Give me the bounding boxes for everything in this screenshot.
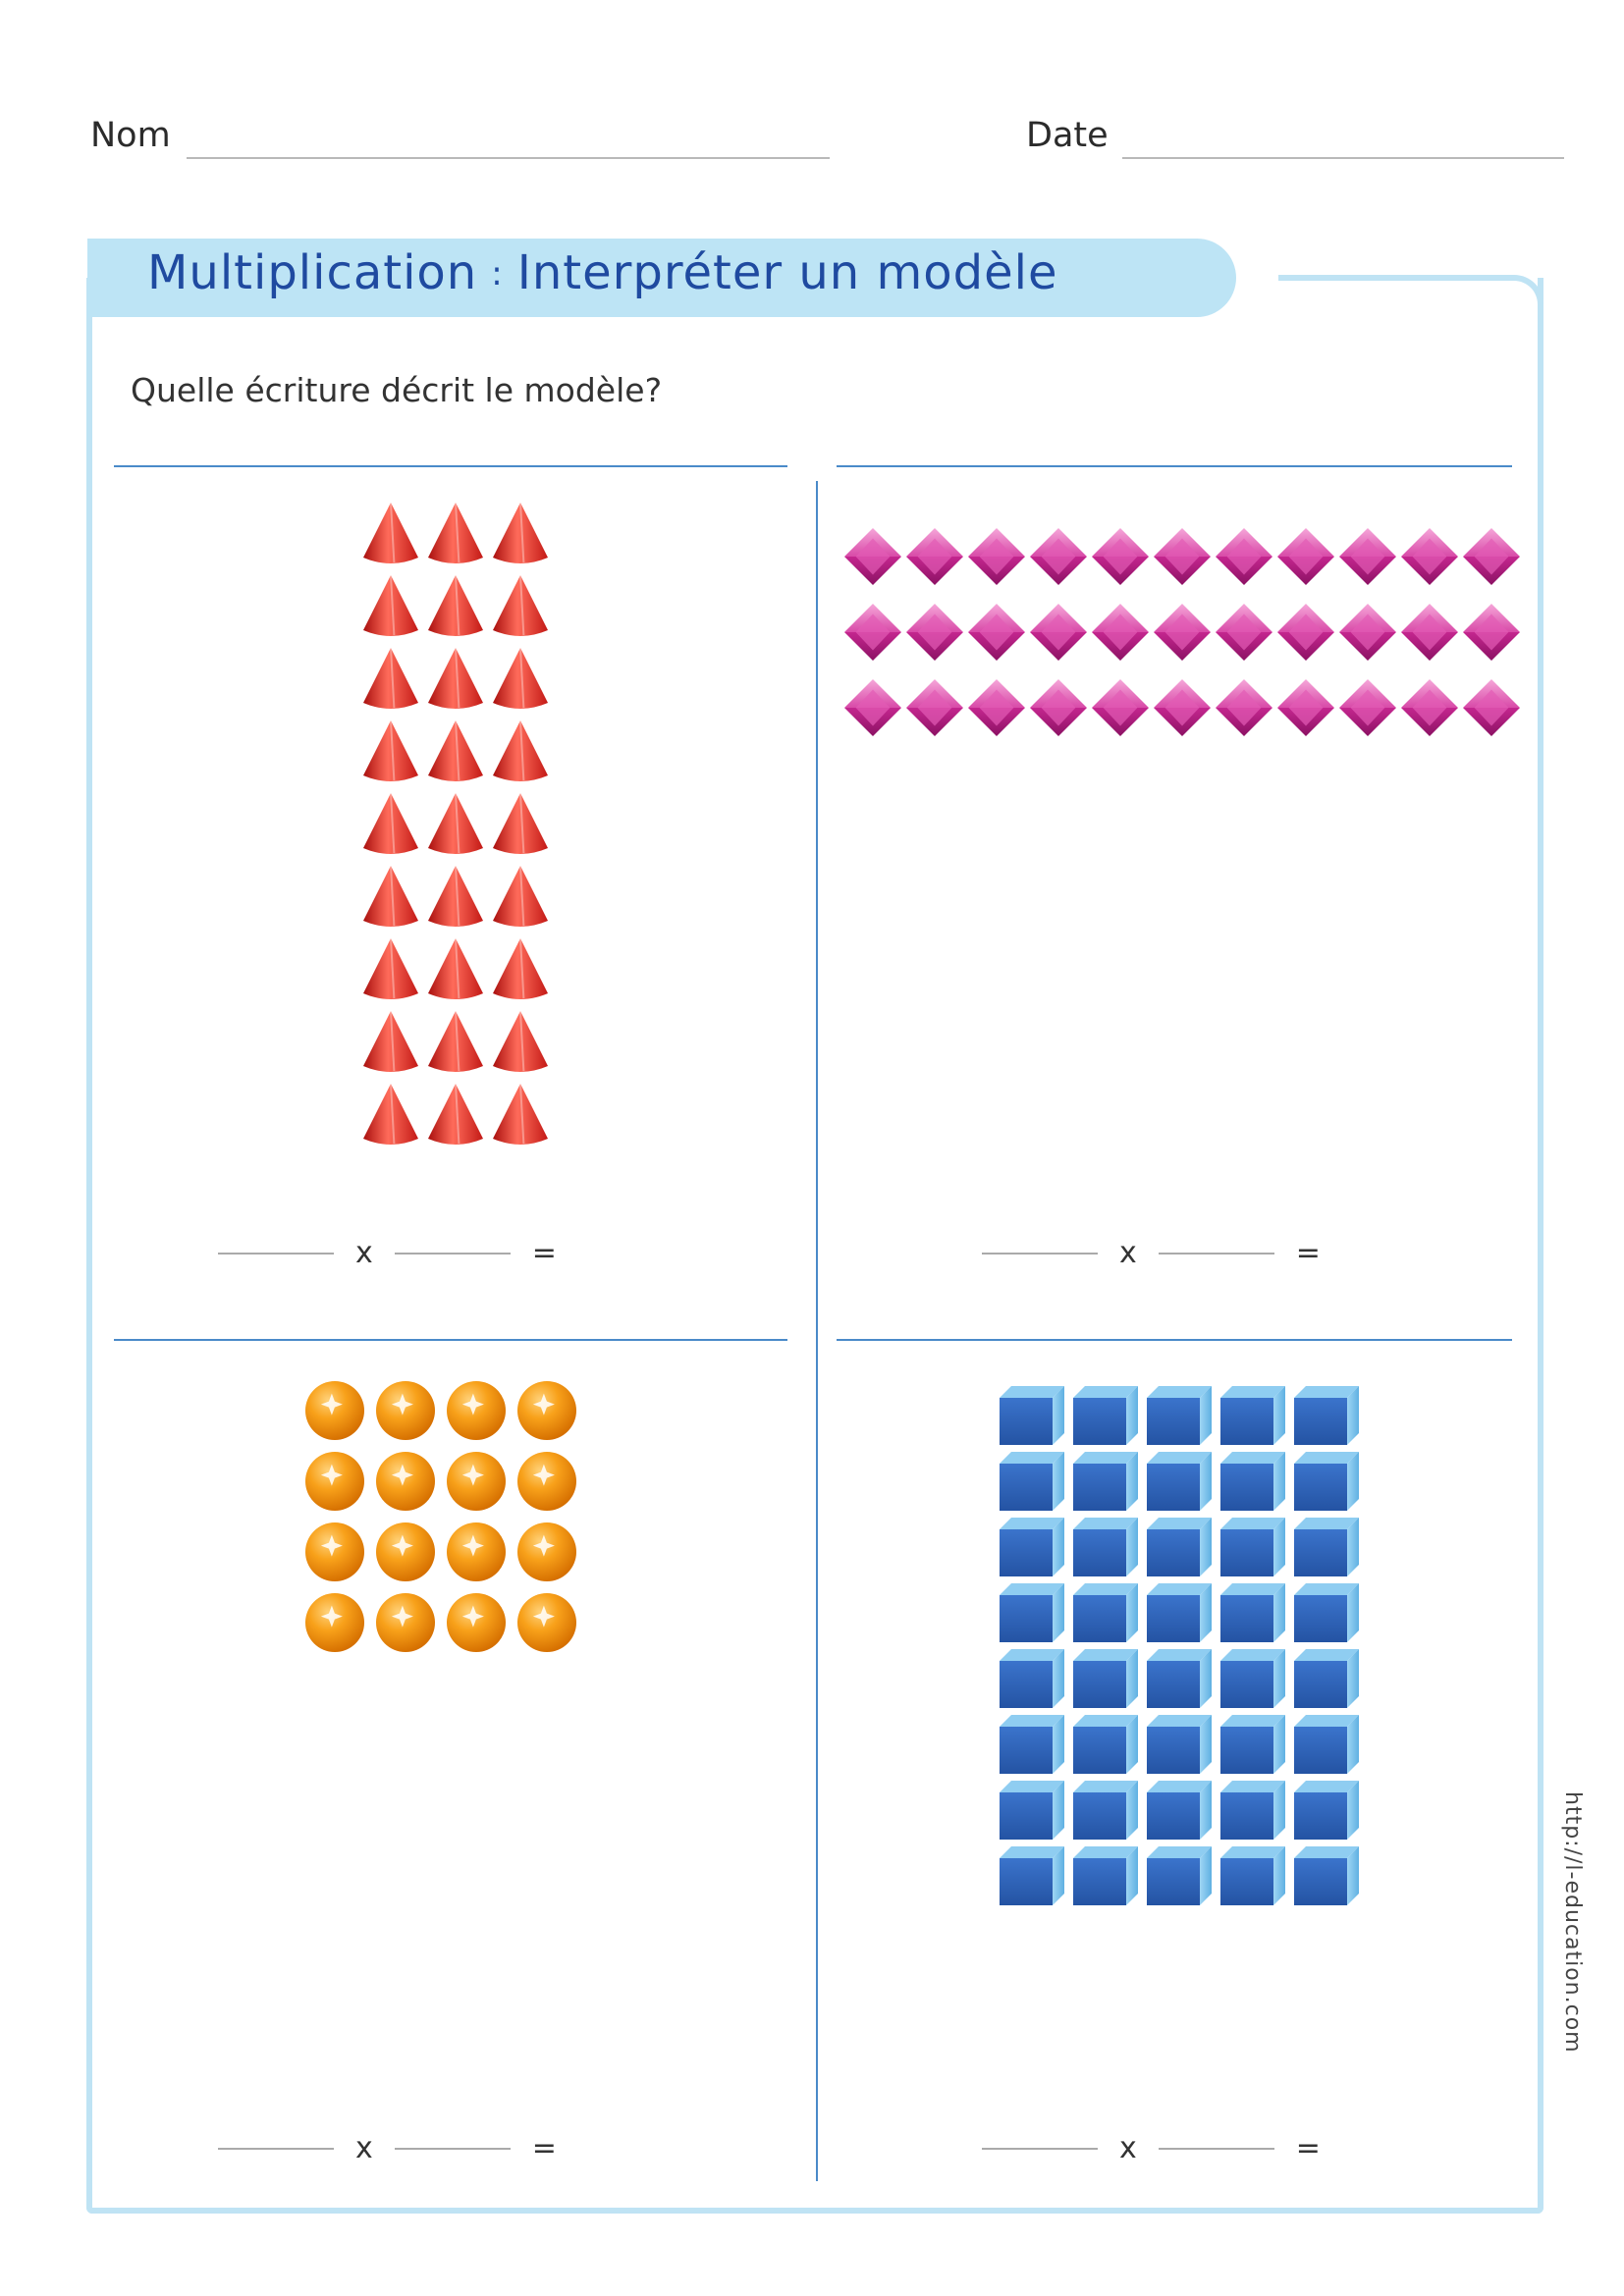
equation-spheres bbox=[218, 2130, 578, 2165]
sphere-item bbox=[517, 1452, 576, 1511]
sphere-item bbox=[517, 1593, 576, 1652]
diamond-item bbox=[1463, 604, 1520, 661]
diamond-item bbox=[968, 604, 1025, 661]
divider-mid-left bbox=[114, 1339, 787, 1341]
cone-item bbox=[363, 1011, 418, 1072]
cube-item bbox=[1073, 1583, 1138, 1642]
factor-blank[interactable] bbox=[1159, 1252, 1274, 1255]
cube-item bbox=[1147, 1452, 1212, 1511]
title-subject: Multiplication bbox=[147, 245, 478, 300]
name-label: Nom bbox=[90, 116, 171, 155]
cone-item bbox=[493, 575, 548, 636]
cube-item bbox=[1147, 1715, 1212, 1774]
cone-item bbox=[363, 648, 418, 709]
question-text: Quelle écriture décrit le modèle? bbox=[131, 371, 663, 409]
times-sign: x bbox=[1119, 1236, 1137, 1270]
diamond-model bbox=[844, 528, 1512, 754]
divider-top-right bbox=[837, 465, 1512, 467]
cube-item bbox=[1147, 1649, 1212, 1708]
diamond-item bbox=[1216, 604, 1272, 661]
cube-item bbox=[1073, 1649, 1138, 1708]
cube-item bbox=[1000, 1583, 1064, 1642]
factor-blank[interactable] bbox=[218, 2147, 334, 2150]
diamond-item bbox=[1277, 604, 1334, 661]
sphere-item bbox=[376, 1381, 435, 1440]
sphere-item bbox=[305, 1452, 364, 1511]
cube-item bbox=[1073, 1518, 1138, 1576]
sphere-item bbox=[376, 1522, 435, 1581]
factor-blank[interactable] bbox=[982, 1252, 1098, 1255]
divider-vertical bbox=[816, 481, 818, 2181]
name-field[interactable] bbox=[187, 157, 830, 159]
cube-item bbox=[1000, 1781, 1064, 1840]
cone-item bbox=[493, 721, 548, 781]
cube-item bbox=[1073, 1386, 1138, 1445]
equals-sign: = bbox=[1295, 1236, 1321, 1270]
factor-blank[interactable] bbox=[395, 1252, 511, 1255]
diamond-item bbox=[1216, 679, 1272, 736]
cone-item bbox=[428, 1084, 483, 1145]
diamond-item bbox=[1216, 528, 1272, 585]
diamond-item bbox=[968, 679, 1025, 736]
cube-item bbox=[1147, 1846, 1212, 1905]
diamond-item bbox=[1277, 679, 1334, 736]
diamond-item bbox=[1463, 679, 1520, 736]
equals-sign: = bbox=[1295, 2131, 1321, 2165]
cube-item bbox=[1294, 1715, 1359, 1774]
equals-sign: = bbox=[531, 1236, 557, 1270]
diamond-item bbox=[1030, 528, 1087, 585]
cube-item bbox=[1000, 1518, 1064, 1576]
date-field[interactable] bbox=[1122, 157, 1564, 159]
cube-item bbox=[1294, 1518, 1359, 1576]
sphere-item bbox=[305, 1593, 364, 1652]
sphere-item bbox=[517, 1522, 576, 1581]
diamond-item bbox=[844, 604, 901, 661]
diamond-item bbox=[1030, 604, 1087, 661]
cube-item bbox=[1220, 1452, 1285, 1511]
sphere-item bbox=[517, 1381, 576, 1440]
cube-item bbox=[1294, 1452, 1359, 1511]
diamond-item bbox=[1277, 528, 1334, 585]
cube-item bbox=[1294, 1846, 1359, 1905]
equation-cones bbox=[218, 1235, 578, 1270]
factor-blank[interactable] bbox=[395, 2147, 511, 2150]
cube-item bbox=[1147, 1583, 1212, 1642]
cone-model bbox=[363, 503, 560, 1150]
diamond-item bbox=[1092, 528, 1149, 585]
cone-item bbox=[363, 793, 418, 854]
diamond-item bbox=[1401, 679, 1458, 736]
cube-item bbox=[1220, 1649, 1285, 1708]
diamond-item bbox=[1092, 604, 1149, 661]
sphere-item bbox=[305, 1381, 364, 1440]
cone-item bbox=[493, 938, 548, 999]
cone-item bbox=[363, 575, 418, 636]
cube-item bbox=[1147, 1518, 1212, 1576]
times-sign: x bbox=[1119, 2131, 1137, 2165]
sphere-item bbox=[447, 1522, 506, 1581]
cube-item bbox=[1073, 1452, 1138, 1511]
diamond-item bbox=[1339, 679, 1396, 736]
cube-item bbox=[1294, 1649, 1359, 1708]
diamond-item bbox=[844, 528, 901, 585]
cube-item bbox=[1000, 1715, 1064, 1774]
diamond-item bbox=[1401, 528, 1458, 585]
cube-model bbox=[1000, 1386, 1363, 1916]
cone-item bbox=[493, 503, 548, 563]
cube-item bbox=[1220, 1518, 1285, 1576]
factor-blank[interactable] bbox=[1159, 2147, 1274, 2150]
diamond-item bbox=[1463, 528, 1520, 585]
equation-diamonds bbox=[982, 1235, 1342, 1270]
cone-item bbox=[428, 793, 483, 854]
cone-item bbox=[493, 648, 548, 709]
cone-item bbox=[428, 503, 483, 563]
cone-item bbox=[493, 1084, 548, 1145]
sphere-model bbox=[304, 1380, 589, 1655]
source-url: http://l-education.com bbox=[1560, 1791, 1585, 2054]
worksheet-frame-corner bbox=[1278, 275, 1543, 334]
cube-item bbox=[1220, 1386, 1285, 1445]
equation-cubes bbox=[982, 2130, 1342, 2165]
diamond-item bbox=[906, 528, 963, 585]
sphere-item bbox=[305, 1522, 364, 1581]
cone-item bbox=[428, 648, 483, 709]
cube-item bbox=[1000, 1649, 1064, 1708]
sphere-item bbox=[376, 1593, 435, 1652]
cone-item bbox=[493, 866, 548, 927]
cube-item bbox=[1073, 1715, 1138, 1774]
diamond-item bbox=[906, 604, 963, 661]
cube-item bbox=[1294, 1583, 1359, 1642]
cone-item bbox=[493, 793, 548, 854]
diamond-item bbox=[1339, 528, 1396, 585]
date-label: Date bbox=[1026, 116, 1109, 155]
cone-item bbox=[363, 503, 418, 563]
page-title bbox=[147, 245, 1057, 300]
factor-blank[interactable] bbox=[218, 1252, 334, 1255]
diamond-item bbox=[906, 679, 963, 736]
times-sign: x bbox=[355, 1236, 373, 1270]
cube-item bbox=[1000, 1846, 1064, 1905]
diamond-item bbox=[968, 528, 1025, 585]
diamond-item bbox=[1092, 679, 1149, 736]
equals-sign: = bbox=[531, 2131, 557, 2165]
title-separator: : bbox=[491, 254, 504, 294]
diamond-item bbox=[1401, 604, 1458, 661]
diamond-item bbox=[1154, 528, 1211, 585]
cube-item bbox=[1220, 1781, 1285, 1840]
divider-mid-right bbox=[837, 1339, 1512, 1341]
diamond-item bbox=[1154, 679, 1211, 736]
cone-item bbox=[363, 721, 418, 781]
cone-item bbox=[363, 1084, 418, 1145]
factor-blank[interactable] bbox=[982, 2147, 1098, 2150]
cube-item bbox=[1000, 1386, 1064, 1445]
title-topic: Interpréter un modèle bbox=[516, 245, 1058, 300]
cube-item bbox=[1000, 1452, 1064, 1511]
divider-top-left bbox=[114, 465, 787, 467]
cube-item bbox=[1073, 1781, 1138, 1840]
sphere-item bbox=[447, 1593, 506, 1652]
cone-item bbox=[428, 575, 483, 636]
cube-item bbox=[1294, 1386, 1359, 1445]
cube-item bbox=[1220, 1715, 1285, 1774]
diamond-item bbox=[1030, 679, 1087, 736]
cube-item bbox=[1073, 1846, 1138, 1905]
cube-item bbox=[1147, 1386, 1212, 1445]
cone-item bbox=[428, 938, 483, 999]
cone-item bbox=[428, 1011, 483, 1072]
cone-item bbox=[493, 1011, 548, 1072]
cube-item bbox=[1220, 1846, 1285, 1905]
cone-item bbox=[363, 866, 418, 927]
diamond-item bbox=[1339, 604, 1396, 661]
sphere-item bbox=[447, 1381, 506, 1440]
diamond-item bbox=[1154, 604, 1211, 661]
times-sign: x bbox=[355, 2131, 373, 2165]
cone-item bbox=[363, 938, 418, 999]
cube-item bbox=[1294, 1781, 1359, 1840]
cube-item bbox=[1147, 1781, 1212, 1840]
sphere-item bbox=[376, 1452, 435, 1511]
cube-item bbox=[1220, 1583, 1285, 1642]
diamond-item bbox=[844, 679, 901, 736]
cone-item bbox=[428, 866, 483, 927]
sphere-item bbox=[447, 1452, 506, 1511]
cone-item bbox=[428, 721, 483, 781]
